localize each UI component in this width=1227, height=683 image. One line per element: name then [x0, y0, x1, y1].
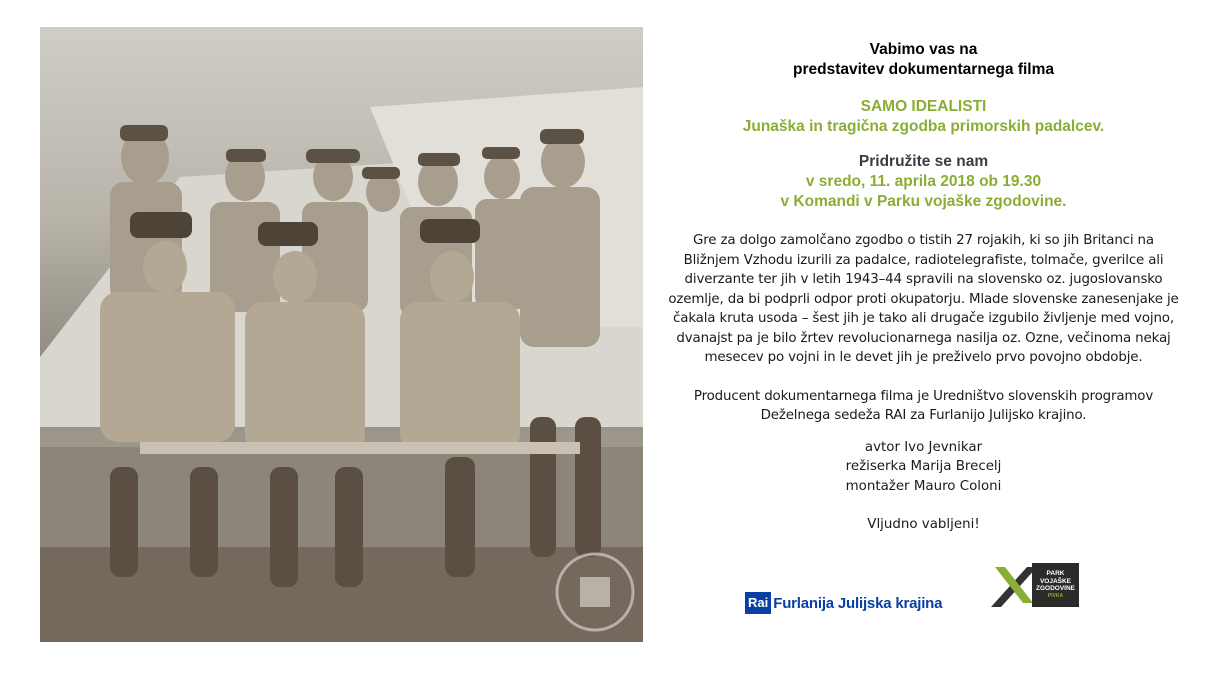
description-line: Bližnjem Vzhodu izurili za padalce, radiotelegrafiste, tolmače, gverilce ali — [683, 252, 1164, 268]
park-x-icon — [991, 563, 1037, 607]
description-line: mesecev po vojni in le devet jih je preživelo prvo povojno obdobje. — [704, 350, 1143, 365]
invite-line-1: Vabimo vas na — [869, 41, 978, 58]
group-photo — [40, 27, 643, 642]
park-logo — [991, 563, 1079, 607]
credits-list — [660, 438, 1187, 497]
producer-line-2: Deželnega sedeža RAI za Furlanijo Julijsko krajino. — [760, 408, 1087, 423]
park-name-box — [1032, 563, 1079, 607]
event-place: v Komandi v Parku vojaške zgodovine. — [780, 193, 1067, 210]
producer-line-1: Producent dokumentarnega filma je Uredništvo slovenskih programov — [693, 388, 1154, 404]
event-date: v sredo, 11. aprila 2018 ob 19.30 — [805, 173, 1042, 190]
description-line: čakala kruta usoda – šest jih je tako ali drugače izgubilo življenje med vojno, — [673, 311, 1174, 326]
rai-mark: Rai — [745, 592, 771, 614]
invitation-text — [660, 40, 1187, 535]
park-line-3: ZGODOVINE — [1035, 585, 1075, 592]
description-line: ozemlje, da bi podprli odpor proti okupatorju. Mlade slovenske zanesenjake je — [668, 291, 1179, 307]
film-description — [660, 231, 1187, 368]
film-title-block — [660, 97, 1187, 137]
description-line: dvanajst pa je bilo žrtev revolucionarnega nasilja oz. Ozne, večinoma nekaj — [676, 330, 1171, 346]
invitation-heading — [660, 40, 1187, 80]
credit-director: režiserka Marija Brecelj — [845, 459, 1002, 474]
description-line: Gre za dolgo zamolčano zgodbo o tistih 27 rojakih, ki so jih Britanci na — [693, 233, 1154, 248]
rai-region-name: Furlanija Julijska krajina — [773, 594, 943, 612]
film-subtitle: Junaška in tragična zgodba primorskih padalcev. — [742, 118, 1105, 135]
credit-editor: montažer Mauro Coloni — [845, 478, 1002, 494]
invite-line-2: predstavitev dokumentarnega filma — [793, 61, 1054, 78]
park-line-4: PIVKA — [1047, 592, 1064, 599]
producer-note — [660, 387, 1187, 426]
closing-text: Vljudno vabljeni! — [867, 517, 980, 532]
rai-logo — [745, 592, 942, 614]
join-text: Pridružite se nam — [858, 153, 989, 170]
soldiers-photo-illustration — [40, 27, 643, 642]
credit-author: avtor Ivo Jevnikar — [864, 439, 983, 455]
park-line-1: PARK — [1046, 570, 1065, 577]
description-line: diverzante ter jih v letih 1943–44 spravili na slovensko oz. jugoslovansko — [684, 272, 1163, 287]
park-line-2: VOJAŠKE — [1039, 577, 1072, 585]
event-block — [660, 152, 1187, 212]
film-title: SAMO IDEALISTI — [860, 98, 987, 115]
